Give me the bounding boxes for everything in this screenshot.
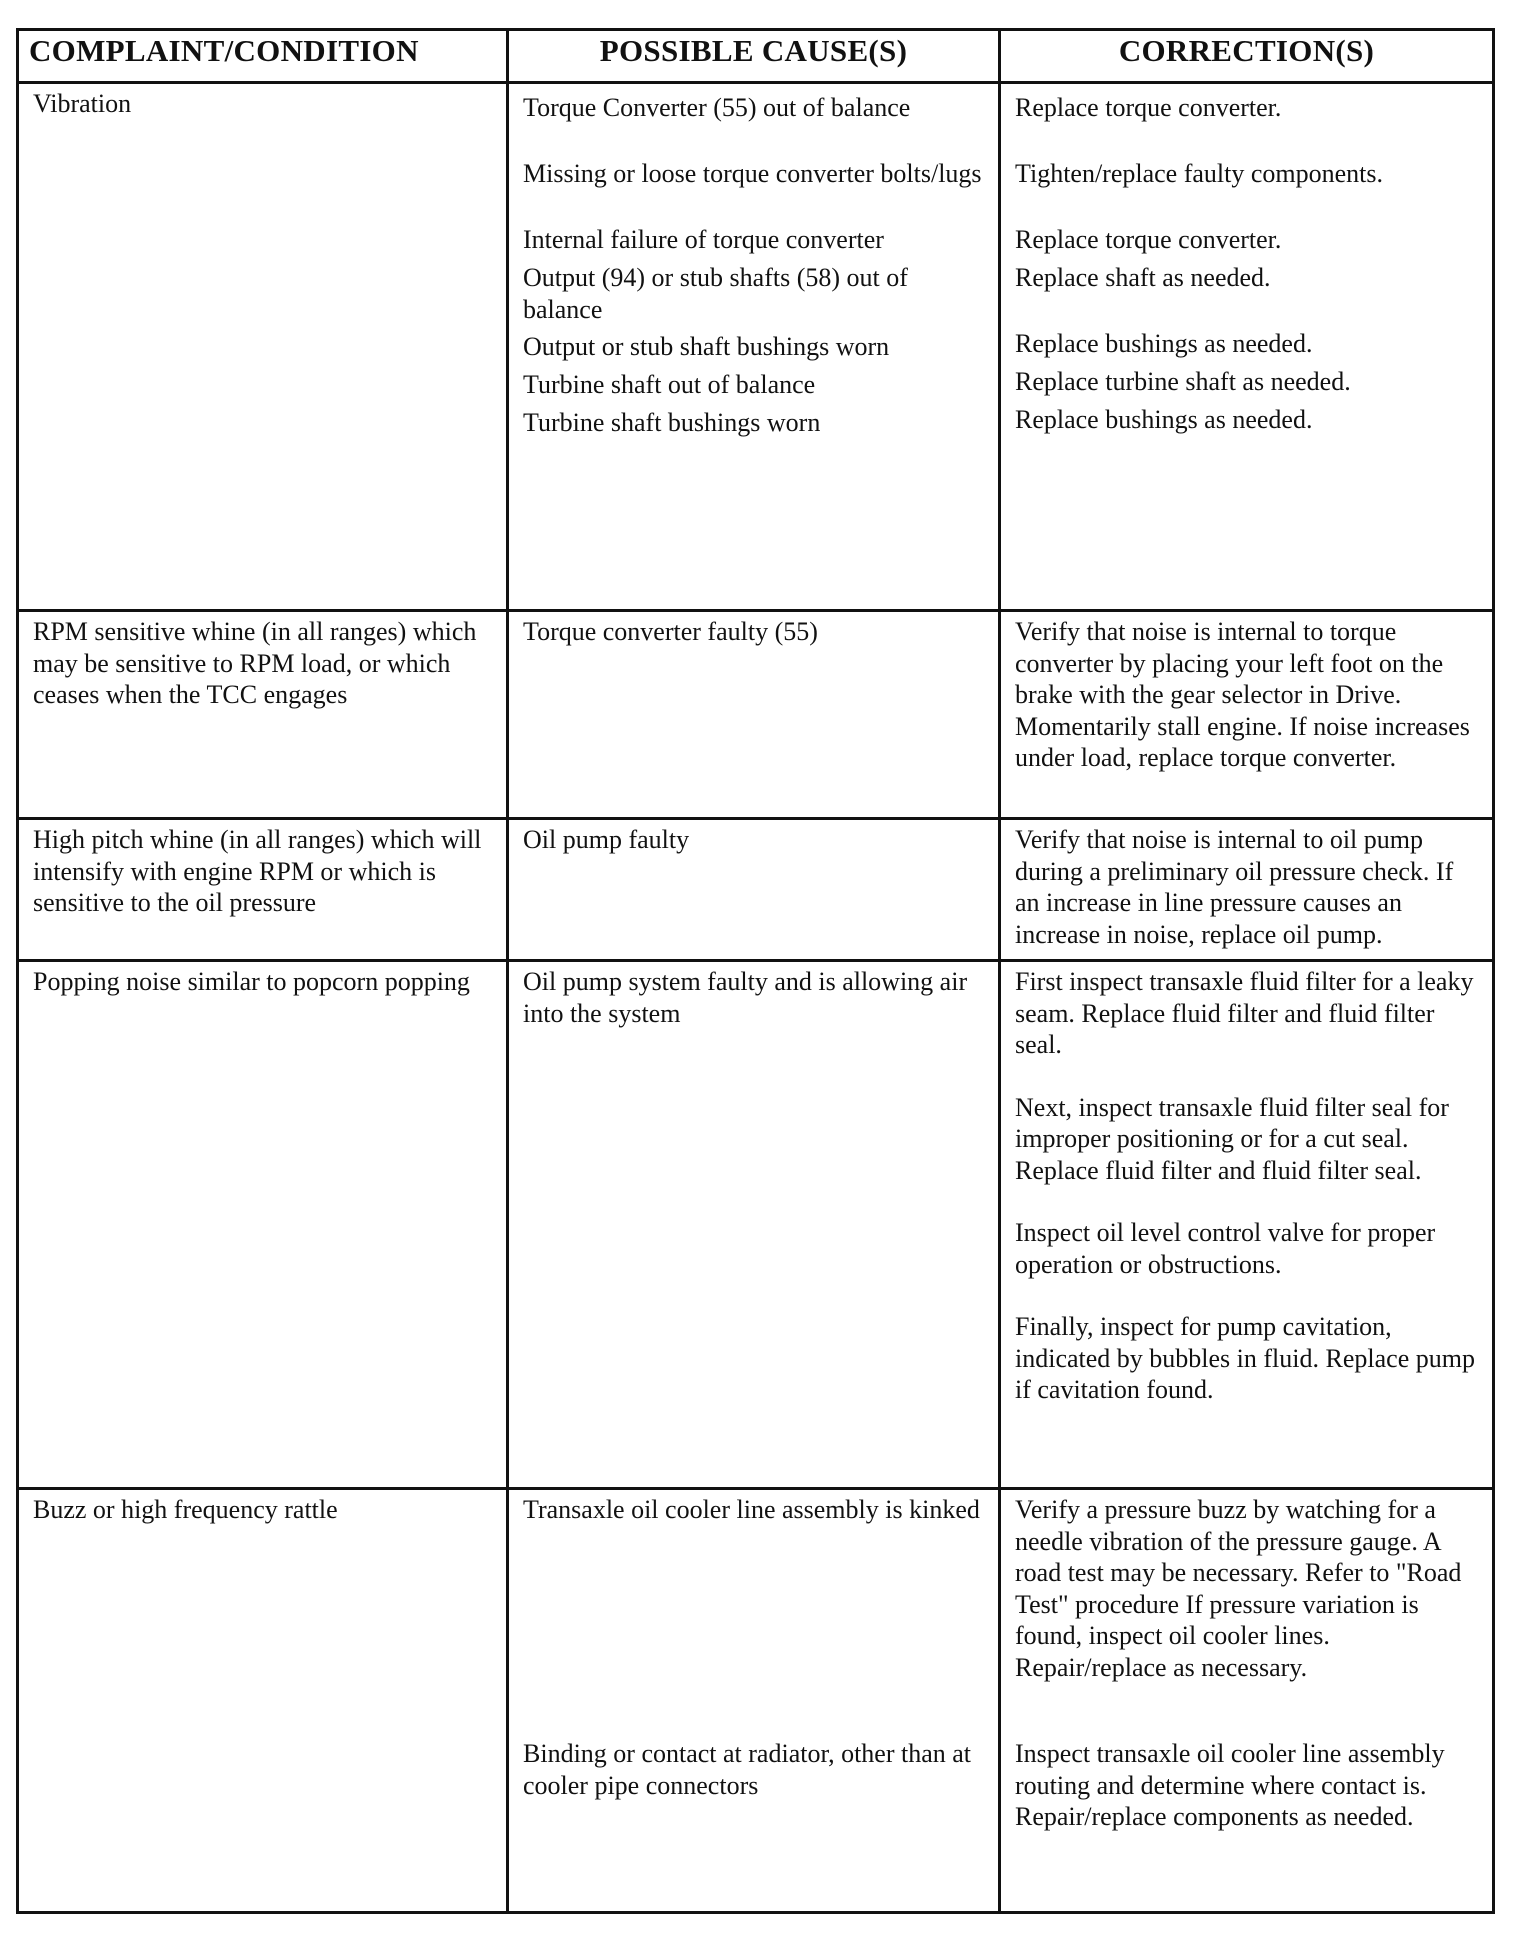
cause-cell <box>508 819 1000 961</box>
correction-cell <box>1000 611 1494 819</box>
correction-text: Verify a pressure buzz by watching for a needle vibration of the pressure gauge. A road test may be necessary. Refer to "Road Test" procedure If pressure variation is found, inspect oil cooler lines. Repair/replace as necessary. <box>1015 1495 1462 1682</box>
table-row <box>18 83 1494 611</box>
correction-cell <box>1000 819 1494 961</box>
cause-cell <box>508 83 1000 611</box>
correction-cell <box>1000 961 1494 1489</box>
complaint-cell <box>18 611 508 819</box>
correction-text: Replace shaft as needed. <box>1015 263 1271 292</box>
correction-text: Replace bushings as needed. <box>1015 405 1313 434</box>
correction-text: Replace bushings as needed. <box>1015 329 1313 358</box>
cause-text: Torque Converter (55) out of balance <box>523 93 911 122</box>
correction-text: Replace torque converter. <box>1015 225 1282 254</box>
complaint-cell <box>18 961 508 1489</box>
correction-text: Verify that noise is internal to torque converter by placing your left foot on the brake with the gear selector in Drive. Momentarily stall engine. If noise increases under load, replace torque converter. <box>1015 617 1470 772</box>
correction-text: Next, inspect transaxle fluid filter seal for improper positioning or for a cut seal. Replace fluid filter and fluid filter seal. <box>1015 1092 1449 1185</box>
complaint-cell <box>18 819 508 961</box>
correction-text: Inspect transaxle oil cooler line assembly routing and determine where contact is. Repair/replace components as needed. <box>1015 1739 1445 1831</box>
cause-text: Output (94) or stub shafts (58) out of balance <box>523 263 908 324</box>
cause-text: Oil pump faulty <box>523 825 690 854</box>
cause-cell <box>508 961 1000 1489</box>
cause-text: Missing or loose torque converter bolts/lugs <box>523 159 982 188</box>
correction-cell <box>1000 1489 1494 1913</box>
complaint-text: RPM sensitive whine (in all ranges) which may be sensitive to RPM load, or which ceases when the TCC engages <box>33 617 477 709</box>
table-row <box>18 961 1494 1489</box>
correction-text: Inspect oil level control valve for proper operation or obstructions. <box>1015 1218 1436 1279</box>
cause-text: Transaxle oil cooler line assembly is kinked <box>523 1495 980 1524</box>
document-page <box>16 28 1502 1922</box>
table-row <box>18 611 1494 819</box>
complaint-text: Vibration <box>33 89 132 118</box>
cause-cell <box>508 611 1000 819</box>
header-complaint: COMPLAINT/CONDITION <box>18 30 508 83</box>
cause-text: Binding or contact at radiator, other than at cooler pipe connectors <box>523 1739 972 1800</box>
cause-text: Turbine shaft out of balance <box>523 370 816 399</box>
correction-cell <box>1000 83 1494 611</box>
correction-text: Replace turbine shaft as needed. <box>1015 367 1351 396</box>
correction-text: Finally, inspect for pump cavitation, indicated by bubbles in fluid. Replace pump if cavitation found. <box>1015 1312 1475 1404</box>
cause-text: Internal failure of torque converter <box>523 225 884 254</box>
diagnosis-table <box>16 28 1495 1914</box>
complaint-cell <box>18 1489 508 1913</box>
cause-cell <box>508 1489 1000 1913</box>
cause-text: Torque converter faulty (55) <box>523 617 818 646</box>
complaint-text: High pitch whine (in all ranges) which will intensify with engine RPM or which is sensitive to the oil pressure <box>33 825 482 917</box>
cause-text: Turbine shaft bushings worn <box>523 408 821 437</box>
correction-text: First inspect transaxle fluid filter for a leaky seam. Replace fluid filter and fluid filter seal. <box>1015 967 1474 1059</box>
cause-text: Output or stub shaft bushings worn <box>523 332 890 361</box>
correction-text: Replace torque converter. <box>1015 93 1282 122</box>
correction-text: Verify that noise is internal to oil pump during a preliminary oil pressure check. If an increase in line pressure causes an increase in noise, replace oil pump. <box>1015 825 1454 949</box>
table-row <box>18 819 1494 961</box>
complaint-text: Buzz or high frequency rattle <box>33 1495 338 1524</box>
header-correction: CORRECTION(S) <box>1000 30 1494 83</box>
header-cause: POSSIBLE CAUSE(S) <box>508 30 1000 83</box>
cause-text: Oil pump system faulty and is allowing air into the system <box>523 967 968 1028</box>
complaint-cell <box>18 83 508 611</box>
table-row <box>18 1489 1494 1913</box>
header-row <box>18 30 1494 83</box>
complaint-text: Popping noise similar to popcorn popping <box>33 967 470 996</box>
correction-text: Tighten/replace faulty components. <box>1015 159 1384 188</box>
